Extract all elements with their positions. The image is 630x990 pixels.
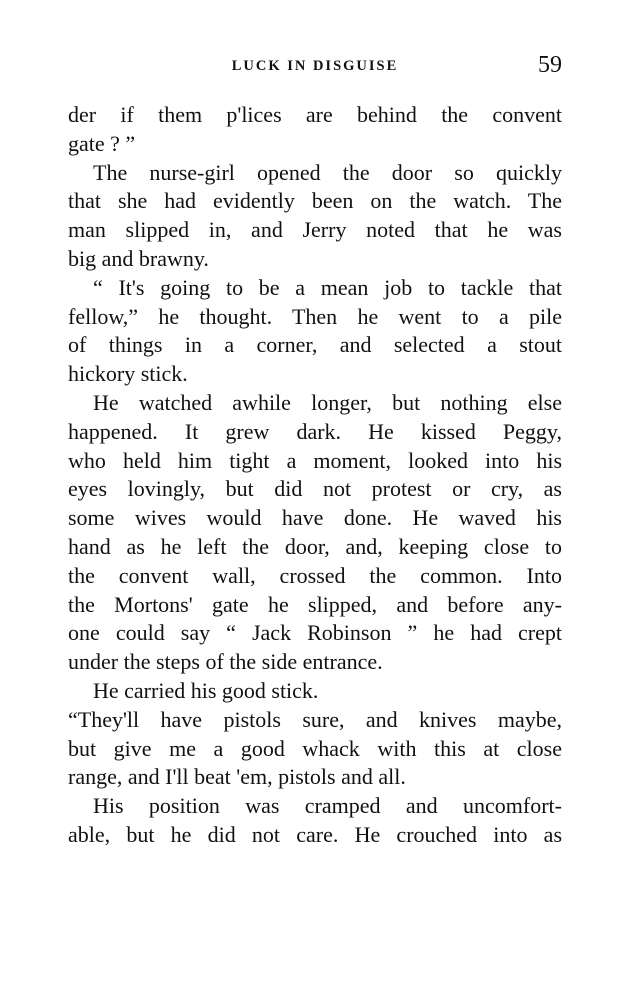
text-line: hickory stick.	[68, 361, 188, 387]
running-header	[68, 52, 562, 86]
text-line: His position was cramped and uncomfort-	[93, 793, 562, 819]
text-line: range, and I'll beat 'em, pistols and all.	[68, 764, 406, 790]
text-line: der if them p'lices are behind the convent	[68, 102, 562, 127]
text-line: but give me a good whack with this at close	[68, 735, 562, 761]
text-line: happened. It grew dark. He kissed Peggy,	[68, 418, 562, 444]
text-line: man slipped in, and Jerry noted that he was	[68, 217, 562, 243]
text-line: of things in a corner, and selected a stout	[68, 332, 562, 358]
text-line: the Mortons' gate he slipped, and before any-	[68, 591, 562, 617]
text-line: some wives would have done. He waved his	[68, 505, 562, 531]
text-line: He watched awhile longer, but nothing else	[93, 389, 562, 415]
text-line: one could say “ Jack Robinson ” he had crept	[68, 620, 562, 646]
text-line: the convent wall, crossed the common. Into	[68, 562, 562, 588]
text-line: eyes lovingly, but did not protest or cry, as	[68, 476, 562, 502]
text-line: that she had evidently been on the watch. The	[68, 188, 562, 214]
text-line: hand as he left the door, and, keeping close to	[68, 533, 562, 559]
text-line: fellow,” he thought. Then he went to a pile	[68, 303, 562, 329]
text-line: “ It's going to be a mean job to tackle that	[93, 274, 562, 300]
text-line: gate ? ”	[68, 130, 136, 156]
text-line: able, but he did not care. He crouched into as	[68, 821, 562, 847]
text-line: under the steps of the side entrance.	[68, 649, 383, 675]
text-line: He carried his good stick.	[93, 677, 319, 703]
page-number: 59	[538, 52, 562, 78]
text-line: big and brawny.	[68, 245, 209, 271]
running-title: LUCK IN DISGUISE	[231, 58, 399, 74]
text-line: who held him tight a moment, looked into his	[68, 447, 562, 473]
text-line: “They'll have pistols sure, and knives maybe,	[68, 706, 562, 732]
text-line: The nurse-girl opened the door so quickly	[93, 159, 562, 185]
body-text	[68, 101, 562, 850]
